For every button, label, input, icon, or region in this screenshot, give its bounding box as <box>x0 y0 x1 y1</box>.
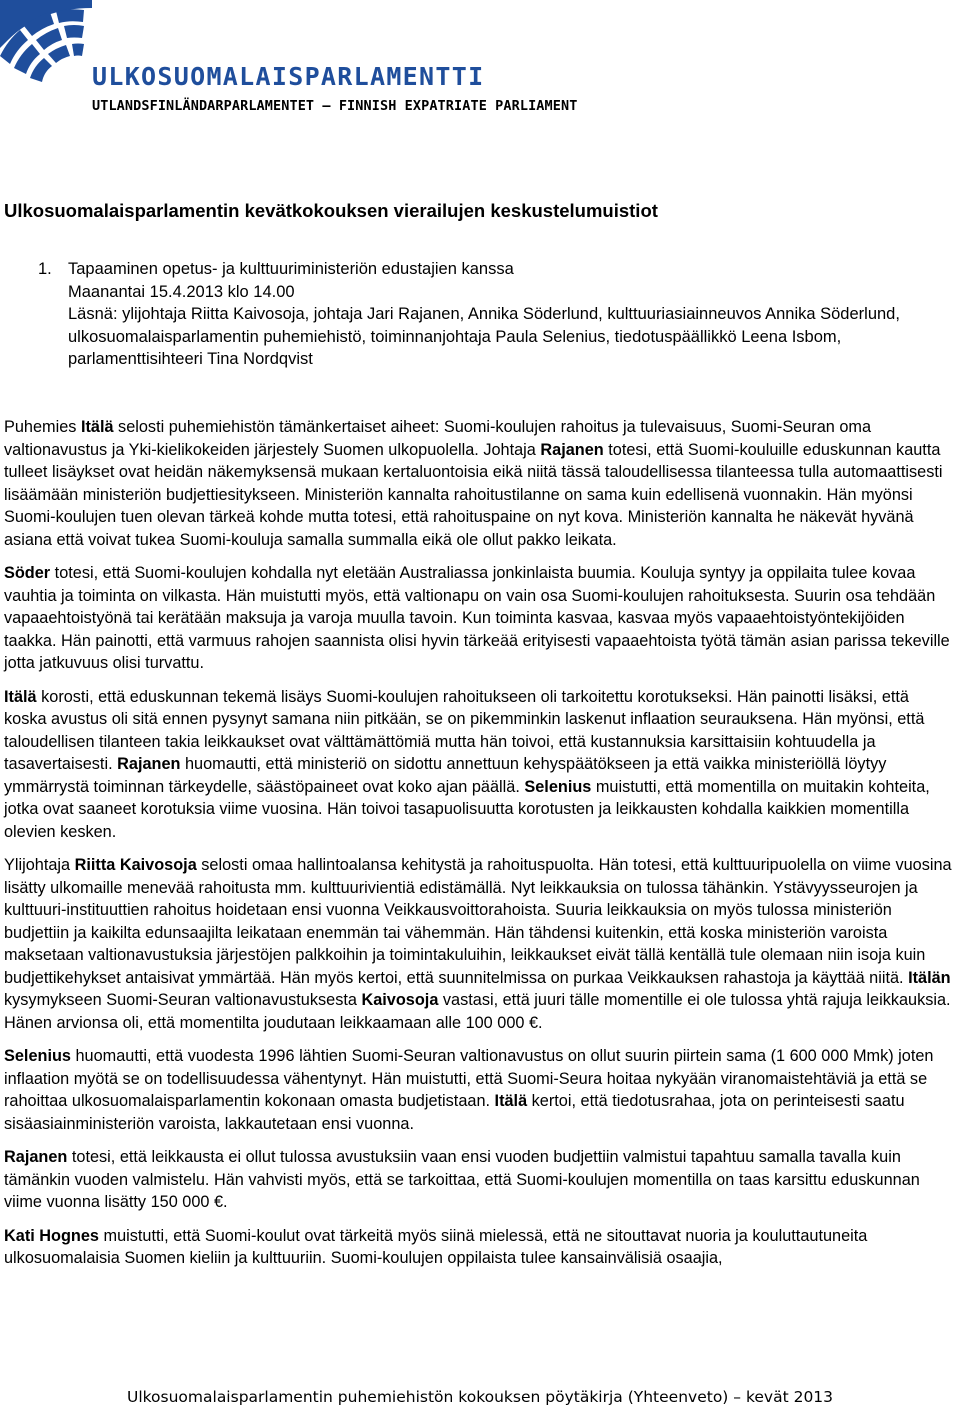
paragraph-text: huomautti, että vuodesta 1996 lähtien Suomi-Seuran valtionavustus on ollut suurin piirtein sama (1 600 000 Mmk) joten inflaation myötä se on todellisuudessa vähentynyt. Hän muistutti, että Suomi-Seura hoitaa nykyään viranomaistehtäviä ja että se rahoittaa ulkosuomalaisparlamentin kokonaan omasta budjetistaan. <box>4 1047 934 1110</box>
org-name: ULKOSUOMALAISPARLAMENTTI <box>92 62 485 91</box>
minutes-paragraph <box>4 854 954 1034</box>
agenda-date: Maanantai 15.4.2013 klo 14.00 <box>68 282 295 301</box>
agenda-attendees: Läsnä: ylijohtaja Riitta Kaivosoja, johtaja Jari Rajanen, Annika Söderlund, kulttuuriasiainneuvos Annika Söderlund, <box>68 305 900 323</box>
paragraph-text: totesi, että Suomi-koulujen kohdalla nyt eletään Australiassa jonkinlaista buumia. Kouluja syntyy ja oppilaita tulee kovaa vauhtia ja toiminta on vilkasta. Hän muistutti myös, että valtionapu on vain osa Suomi-koulujen rahoituksesta. Suurin osa tehdään vapaaehtoistyönä tai kerätään maksuja ja varoja muulla tavoin. Kun toiminta kasvaa, kasvaa myös vapaaehtoistyöntekijöiden taakka. Hän painotti, että varmuus rahojen saannista olisi hyvin tärkeää erityisesti vapaaehtoista työtä tämän asian parissa tekeville jotta jatkuvuus olisi turvattu. <box>4 564 950 672</box>
agenda-number: 1. <box>38 260 52 278</box>
agenda-item <box>4 258 954 371</box>
minutes-paragraph <box>4 1225 954 1270</box>
minutes-paragraph <box>4 416 954 551</box>
agenda-title: Tapaaminen opetus- ja kulttuuriministeriön edustajien kanssa <box>68 260 514 278</box>
paragraph-text: korosti, että eduskunnan tekemä lisäys Suomi-koulujen rahoitukseen oli tarkoitettu korotukseksi. Hän painotti lisäksi, että koska avustus oli sitä ennen pysynyt samana niin pitkään, se on pikemminkin laskenut inflaation seurauksena. Hän myönsi, että taloudellisen tilanteen takia leikkaukset ovat välttämättömiä mutta hän toivoi, että kustannuksia karsittaisiin kohtuudella ja tasavertaisesti. <box>4 687 925 773</box>
speaker-name: Itälän <box>908 968 951 987</box>
document-title: Ulkosuomalaisparlamentin kevätkokouksen vierailujen keskustelumuistiot <box>4 200 658 221</box>
minutes-paragraph <box>4 1045 954 1135</box>
speaker-name: Söder <box>4 564 51 582</box>
parliament-logo-icon <box>0 0 92 92</box>
paragraph-text: muistutti, että Suomi-koulut ovat tärkeitä myös siinä mielessä, että ne sitouttavat nuoria ja kouluttautuneita ulkosuomalaisia Suomen kieliin ja kulttuuriin. Suomi-koulujen oppilaista tulee kansainvälisiä osaajia, <box>4 1226 868 1267</box>
speaker-name: Rajanen <box>117 755 181 773</box>
paragraph-text: vastasi, että juuri tälle momentille ei ole tulossa yhtä rajuja leikkauksia. Hänen arvionsa oli, että momentilta joudutaan leikkaamaan alle 100 000 €. <box>4 991 951 1032</box>
minutes-body <box>4 416 954 1281</box>
minutes-paragraph <box>4 1146 954 1214</box>
paragraph-text: huomautti, että ministeriö on sidottu annettuun kehyspäätökseen ja että vaikka ministeriöllä löytyy ymmärrystä toiminnan tärkeydelle, säästöpaineet ovat koko ajan päällä. <box>4 755 887 796</box>
paragraph-text: totesi, että leikkausta ei ollut tulossa avustuksiin vaan ensi vuoden budjettiin valmistui tapahtuu samalla tavalla kuin tämänkin vuoden valmistelu. Hän vahvisti myös, että se tarkoittaa, että Suomi-koulujen momentilla on taas karsittu eduskunnan viime vuonna lisätty 150 000 €. <box>4 1148 920 1211</box>
page-footer: Ulkosuomalaisparlamentin puhemiehistön kokouksen pöytäkirja (Yhteenveto) – kevät 2013 <box>126 1388 834 1406</box>
speaker-name: Kaivosoja <box>361 991 439 1009</box>
speaker-name: Itälä <box>4 687 37 706</box>
paragraph-text: Ylijohtaja <box>4 856 75 874</box>
paragraph-text: selosti omaa hallintoalansa kehitystä ja rahoituspuolta. Hän totesi, että kulttuuripuolella on viime vuosina lisätty ulkomaille menevää rahoitusta mm. kulttuurivientiä edistämällä. Nyt leikkauksia on tulossa tähänkin. Ystävyysseurojen ja kulttuuri-instituuttien rahoitus hoidetaan ensi vuonna Veikkausvoittorahoista. Suuria leikkauksia on myös tulossa ministeriön budjettiin ja kaikilta edunsaajilta leikataan enemmän tai vähemmän. Hän tähdensi kuitenkin, että koska ministeriön varoista maksetaan valtionavustuksia järjestöjen palkkoihin ja toimintakuluihin, leikkaukset eivät tällä kentällä tule olemaan niin isoja kuin budjettikehykset antaisivat ymmärtää. Hän myös kertoi, että suunnitelmissa on purkaa Veikkauksen rahastoja ja käyttää niitä. <box>4 856 952 987</box>
speaker-name: Rajanen <box>540 440 604 459</box>
paragraph-text: Puhemies <box>4 418 81 436</box>
minutes-paragraph <box>4 686 954 844</box>
minutes-paragraph <box>4 562 954 675</box>
paragraph-text: muistutti, että momentilla on muitakin kohteita, jotka ovat saaneet korotuksia viime vuosina. Hän toivoi tasapuolisuutta korotusten ja leikkausten kohdalla kaikkien momentilla olevien kesken. <box>4 777 930 841</box>
paragraph-text: totesi, että Suomi-kouluille eduskunnan kautta tulleet lisäykset ovat heidän näkemyksensä mukaan kertaluontoisia eikä niitä tässä taloudellisessa tilanteessa tulla automaattisesti lisäämään ministeriön budjettiesitykseen. Ministeriön kannalta rahoitustilanne on sama kuin edellisenä vuonnakin. Hän myönsi Suomi-koulujen tuen olevan tärkeä kohde mutta totesi, että rahoituspaine on nyt kova. Ministeriön kannalta he näkevät hyvänä asiana että voivat tukea Suomi-kouluja samalla summalla eikä ole ollut pakko leikata. <box>4 440 943 549</box>
paragraph-text: kysymykseen Suomi-Seuran valtionavustuksesta <box>4 991 362 1009</box>
speaker-name: Riitta Kaivosoja <box>74 856 197 874</box>
speaker-name: Kati Hognes <box>4 1226 99 1245</box>
speaker-name: Itälä <box>494 1092 528 1110</box>
speaker-name: Selenius <box>4 1047 71 1065</box>
speaker-name: Rajanen <box>4 1148 68 1166</box>
agenda-attendees-continued: ulkosuomalaisparlamentin puhemiehistö, toiminnanjohtaja Paula Selenius, tiedotuspäällikkö Leena Isbom, parlamenttisihteeri Tina Nordqvist <box>68 327 842 368</box>
org-subtitle: UTLANDSFINLÄNDARPARLAMENTET – FINNISH EXPATRIATE PARLIAMENT <box>92 98 578 114</box>
paragraph-text: selosti puhemiehistön tämänkertaiset aiheet: Suomi-koulujen rahoitus ja tulevaisuus, Suomi-Seuran oma valtionavustus ja Yki-kielikokeiden järjestely Suomen ulkopuolella. Johtaja <box>4 418 872 459</box>
speaker-name: Selenius <box>524 777 592 796</box>
speaker-name: Itälä <box>80 418 114 436</box>
paragraph-text: kertoi, että tiedotusrahaa, jota on perinteisesti saatu sisäasiainministeriön varoista, lakkautetaan ensi vuonna. <box>4 1092 905 1133</box>
